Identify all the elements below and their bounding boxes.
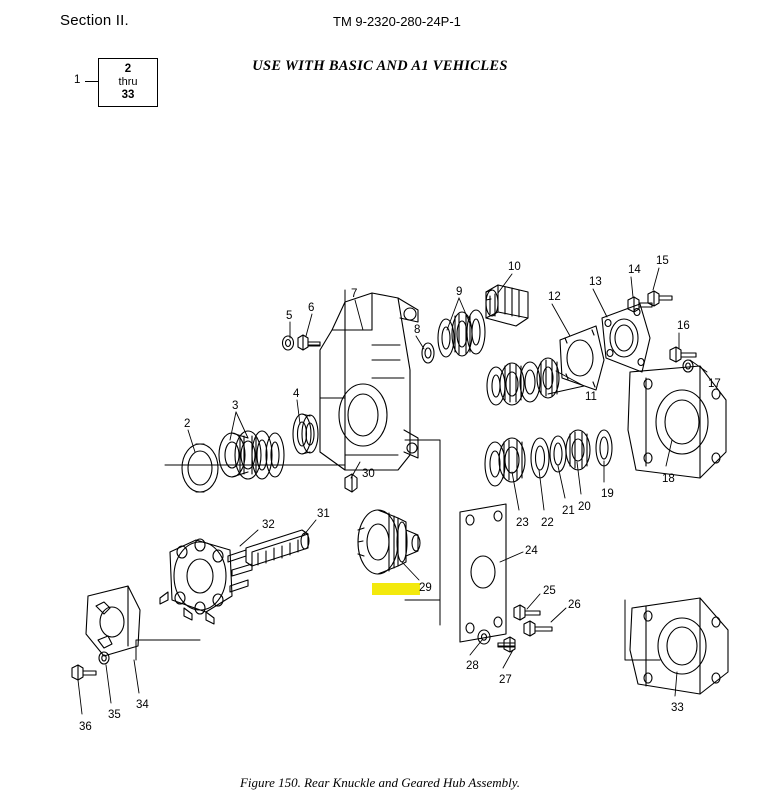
highlight-mark xyxy=(372,583,420,595)
callout-number: 27 xyxy=(499,674,512,686)
callout-number: 23 xyxy=(516,517,529,529)
page-title: USE WITH BASIC AND A1 VEHICLES xyxy=(252,58,508,74)
callout-number: 34 xyxy=(136,699,149,711)
callout-number: 31 xyxy=(317,508,330,520)
callout-number: 15 xyxy=(656,255,669,267)
callout-number: 5 xyxy=(286,310,293,322)
callout-number: 17 xyxy=(708,378,721,390)
callout-number: 3 xyxy=(232,400,239,412)
callout-number: 33 xyxy=(671,702,684,714)
callout-number: 18 xyxy=(662,473,675,485)
callout-number: 24 xyxy=(525,545,538,557)
callout-number: 8 xyxy=(414,324,421,336)
callout-number: 13 xyxy=(589,276,602,288)
callout-number: 30 xyxy=(362,468,375,480)
callout-number: 9 xyxy=(456,286,463,298)
callout-number: 14 xyxy=(628,264,641,276)
index-box-top: 2 xyxy=(124,63,132,75)
callout-number: 10 xyxy=(508,261,521,273)
figure-caption: Figure 150. Rear Knuckle and Geared Hub Assembly. xyxy=(239,775,521,790)
index-leader-number: 1 xyxy=(74,74,81,86)
callout-number: 2 xyxy=(184,418,191,430)
callout-number: 12 xyxy=(548,291,561,303)
callout-number: 26 xyxy=(568,599,581,611)
callout-number: 25 xyxy=(543,585,556,597)
callout-number: 32 xyxy=(262,519,275,531)
tm-number: TM 9-2320-280-24P-1 xyxy=(333,14,461,29)
callout-number: 20 xyxy=(578,501,591,513)
index-box-middle: thru xyxy=(118,76,138,88)
callout-number: 36 xyxy=(79,721,92,733)
callout-number: 22 xyxy=(541,517,554,529)
callout-number: 28 xyxy=(466,660,479,672)
callout-number: 7 xyxy=(351,288,358,300)
callout-number: 21 xyxy=(562,505,575,517)
callout-number: 16 xyxy=(677,320,690,332)
index-box-bottom: 33 xyxy=(121,89,135,101)
callout-number: 35 xyxy=(108,709,121,721)
callout-number: 11 xyxy=(585,391,597,403)
callout-number: 4 xyxy=(293,388,300,400)
callout-number: 29 xyxy=(419,582,432,594)
section-label: Section II. xyxy=(60,12,129,29)
callout-number: 6 xyxy=(308,302,315,314)
callout-number: 19 xyxy=(601,488,614,500)
